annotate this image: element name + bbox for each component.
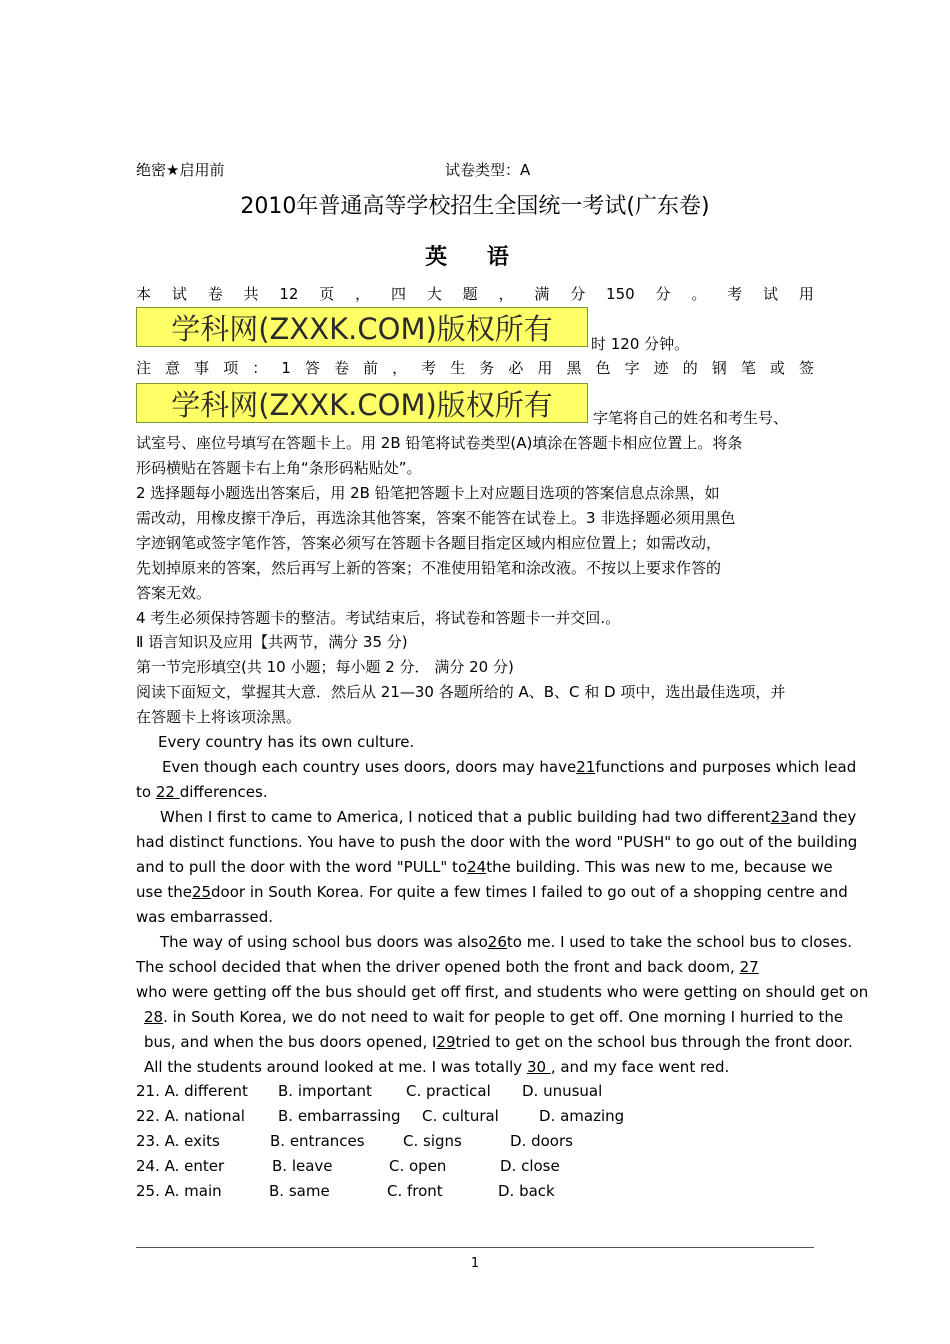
intro-char: 四 — [390, 285, 406, 303]
passage-text: door in South Korea. For quite a few times I failed to go out of a shopping centre and — [211, 883, 848, 901]
passage-line — [136, 857, 833, 877]
blank-24: 24 — [467, 858, 487, 876]
option-d: D. unusual — [522, 1082, 603, 1100]
notice-char: 钢 — [711, 359, 727, 377]
intro-char: 本 — [136, 285, 152, 303]
notice-text: 2 选择题每小题选出答案后，用 2B 铅笔把答题卡上对应题目选项的答案信息点涂黑，如 — [136, 484, 720, 502]
notice-char: 意 — [165, 359, 181, 377]
intro-char: 大 — [426, 285, 442, 303]
option-a: 22. A. national — [136, 1107, 245, 1125]
blank-21: 21 — [576, 758, 596, 776]
notice-char: 黑 — [566, 359, 582, 377]
passage-line — [136, 782, 814, 802]
intro-char: 分 — [570, 285, 586, 303]
option-b: B. entrances — [270, 1132, 365, 1150]
intro-char: 。 — [691, 285, 707, 303]
passage-line: had distinct functions. You have to push the door with the word "PUSH" to go out of the building — [136, 833, 858, 851]
option-c: C. practical — [406, 1082, 491, 1100]
notice-char: 前 — [363, 359, 379, 377]
option-d: D. amazing — [539, 1107, 625, 1125]
secret-label: 绝密★启用前 — [136, 161, 225, 179]
notice-char: 注 — [136, 359, 152, 377]
blank-25: 25 — [191, 883, 212, 901]
option-a: 24. A. enter — [136, 1157, 225, 1175]
passage-text: and to pull the door with the word "PULL" to — [136, 858, 468, 876]
page-number: 1 — [470, 1256, 480, 1271]
option-d: D. back — [498, 1182, 555, 1200]
notice-text: 答案无效。 — [136, 584, 212, 602]
notice-char: 签 — [798, 359, 814, 377]
notice-char: 的 — [682, 359, 698, 377]
passage-text: functions and purposes which lead — [595, 758, 857, 776]
intro-line-1 — [136, 284, 814, 304]
passage-text: Even though each country uses doors, doors may have — [162, 758, 577, 776]
passage-text: use the — [136, 883, 192, 901]
blank-29: 29 — [436, 1033, 456, 1051]
notice-char: 卷 — [333, 359, 349, 377]
exam-title: 2010年普通高等学校招生全国统一考试(广东卷) — [240, 194, 710, 219]
option-c: C. front — [387, 1182, 443, 1200]
intro-char: ， — [498, 285, 514, 303]
watermark-banner: 学科网(ZXXK.COM)版权所有 — [136, 383, 588, 423]
notice-char: 生 — [450, 359, 466, 377]
option-b: B. important — [278, 1082, 372, 1100]
passage-text: the building. This was new to me, because we — [486, 858, 833, 876]
intro-char: 分 — [655, 285, 671, 303]
notice-text: 字迹钢笔或签字笔作答，答案必须写在答题卡各题目指定区域内相应位置上；如需改动， — [136, 534, 722, 552]
passage-line — [136, 1032, 853, 1052]
intro-char: 用 — [798, 285, 814, 303]
footer-divider — [136, 1247, 814, 1248]
option-a: 25. A. main — [136, 1182, 222, 1200]
notice-char: 项 — [223, 359, 239, 377]
blank-23: 23 — [770, 808, 790, 826]
intro-char: 试 — [763, 285, 779, 303]
option-d: D. doors — [510, 1132, 573, 1150]
option-b: B. embarrassing — [278, 1107, 401, 1125]
subject-title: 英 语 — [425, 245, 525, 270]
passage-text: and they — [789, 808, 857, 826]
passage-text: to — [136, 783, 152, 801]
notice-char: 迹 — [653, 359, 669, 377]
passage-text: tried to get on the school bus through the front door. — [455, 1033, 853, 1051]
passage-text: . in South Korea, we do not need to wait for people to get off. One morning I hurried to the — [163, 1008, 844, 1026]
watermark-banner: 学科网(ZXXK.COM)版权所有 — [136, 307, 588, 347]
instructions-text: 阅读下面短文，掌握其大意．然后从 21—30 各题所给的 A、B、C 和 D 项中，选出最佳选项，并 — [136, 683, 786, 701]
notice-char: 答 — [304, 359, 320, 377]
intro-char: 卷 — [207, 285, 223, 303]
notice-char: ： — [252, 359, 268, 377]
option-a: 21. A. different — [136, 1082, 248, 1100]
blank-28: 28 — [144, 1008, 164, 1026]
blank-26: 26 — [487, 933, 507, 951]
notice-char: 事 — [194, 359, 210, 377]
passage-text: bus, and when the bus doors opened, I — [144, 1033, 437, 1051]
passage-line: was embarrassed. — [136, 908, 274, 926]
option-b: B. same — [269, 1182, 330, 1200]
blank-22: 22 — [155, 783, 180, 801]
intro-char: 满 — [534, 285, 550, 303]
option-c: C. cultural — [422, 1107, 499, 1125]
notice-tail: 字笔将自己的姓名和考生号、 — [593, 409, 789, 427]
instructions-text: 在答题卡上将该项涂黑。 — [136, 708, 302, 726]
intro-char: 题 — [462, 285, 478, 303]
section-subheading: 第一节完形填空(共 10 小题；每小题 2 分． 满分 20 分) — [136, 658, 514, 676]
passage-line — [136, 807, 857, 827]
passage-line — [136, 957, 814, 977]
intro-char: 12 — [279, 285, 299, 303]
passage-text: differences. — [179, 783, 268, 801]
notice-char: 务 — [479, 359, 495, 377]
blank-27: 27 — [739, 958, 759, 976]
notice-text: 4 考生必须保持答题卡的整洁。考试结束后，将试卷和答题卡一并交回.。 — [136, 609, 621, 627]
notice-char: 1 — [281, 359, 291, 377]
option-c: C. open — [389, 1157, 447, 1175]
notice-text: 形码横贴在答题卡右上角“条形码粘贴处”。 — [136, 459, 422, 477]
intro-char: 150 — [606, 285, 635, 303]
intro-char: 试 — [171, 285, 187, 303]
intro-char: 共 — [243, 285, 259, 303]
notice-text: 试室号、座位号填写在答题卡上。用 2B 铅笔将试卷类型(A)填涂在答题卡相应位置上。将条 — [136, 434, 743, 452]
passage-text: , and my face went red. — [550, 1058, 730, 1076]
passage-line — [136, 1057, 822, 1077]
notice-char: 字 — [624, 359, 640, 377]
passage-text: All the students around looked at me. I was totally — [144, 1058, 523, 1076]
intro-char: 考 — [727, 285, 743, 303]
notice-char: 笔 — [740, 359, 756, 377]
passage-line — [136, 1007, 844, 1027]
option-c: C. signs — [403, 1132, 462, 1150]
notice-char: ， — [392, 359, 408, 377]
passage-text: The way of using school bus doors was also — [160, 933, 488, 951]
passage-line — [136, 882, 848, 902]
intro-char: ， — [355, 285, 371, 303]
option-d: D. close — [500, 1157, 560, 1175]
notice-char: 或 — [769, 359, 785, 377]
blank-30: 30 — [526, 1058, 551, 1076]
notice-text: 需改动，用橡皮擦干净后，再选涂其他答案，答案不能答在试卷上。3 非选择题必须用黑色 — [136, 509, 736, 527]
intro-tail: 时 120 分钟。 — [591, 335, 690, 353]
notice-char: 用 — [537, 359, 553, 377]
option-a: 23. A. exits — [136, 1132, 220, 1150]
notice-text: 先划掉原来的答案，然后再写上新的答案；不准使用铅笔和涂改液。不按以上要求作答的 — [136, 559, 722, 577]
passage-text: to me. I used to take the school bus to closes. — [506, 933, 853, 951]
section-heading: Ⅱ 语言知识及应用【共两节，满分 35 分) — [136, 633, 408, 651]
intro-char: 页 — [319, 285, 335, 303]
passage-line: who were getting off the bus should get off first, and students who were getting on should get on — [136, 983, 869, 1001]
passage-line: Every country has its own culture. — [158, 733, 415, 751]
notice-line-1 — [136, 358, 814, 378]
passage-text: The school decided that when the driver opened both the front and back doom, — [136, 958, 735, 976]
passage-text: When I first to came to America, I noticed that a public building had two different — [160, 808, 771, 826]
notice-char: 色 — [595, 359, 611, 377]
header-row — [136, 160, 814, 180]
passage-line — [136, 932, 853, 952]
option-b: B. leave — [272, 1157, 333, 1175]
notice-char: 考 — [421, 359, 437, 377]
passage-line — [136, 757, 857, 777]
paper-type-label: 试卷类型：A — [445, 161, 531, 179]
notice-char: 必 — [508, 359, 524, 377]
